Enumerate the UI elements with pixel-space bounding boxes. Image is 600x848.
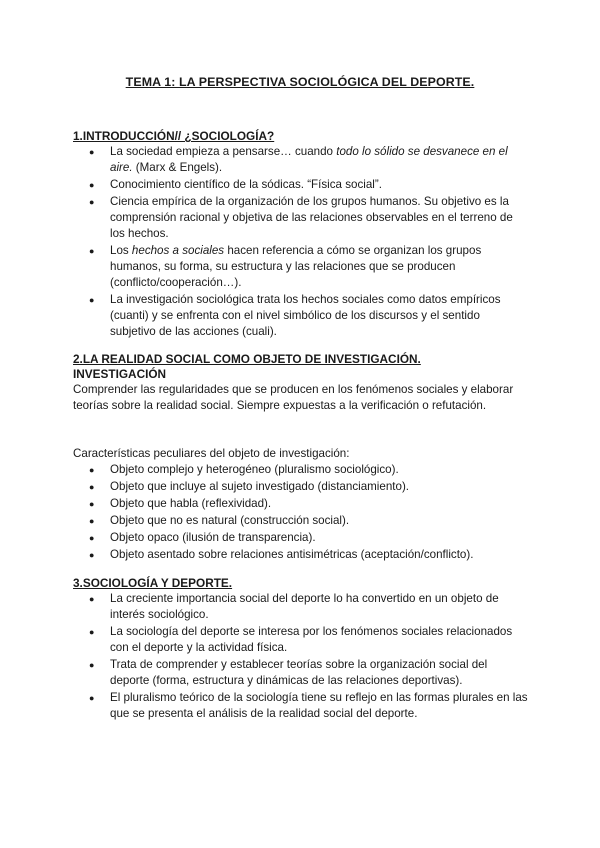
- section-1-list: [88, 144, 528, 341]
- bullet-icon: ●: [89, 533, 95, 543]
- bullet-icon: ●: [89, 295, 95, 305]
- section-1-heading: [73, 128, 533, 144]
- bullet-icon: ●: [89, 499, 95, 509]
- list-item: ● La creciente importancia social del deporte lo ha convertido en un objeto de interés sociológico.: [89, 592, 499, 621]
- list-item: ● Conocimiento científico de la sódicas. “Física social”.: [89, 178, 382, 191]
- section-3-heading-text: 3.SOCIOLOGÍA Y DEPORTE.: [73, 576, 233, 590]
- list-item: ● Objeto complejo y heterogéneo (pluralismo sociológico).: [89, 463, 399, 476]
- section-3-heading: [73, 575, 533, 591]
- bullet-icon: ●: [89, 693, 95, 703]
- section-2-list: [88, 462, 528, 564]
- bullet-icon: ●: [89, 180, 95, 190]
- list-item: ● Objeto que habla (reflexividad).: [89, 497, 272, 510]
- bullet-icon: ●: [89, 627, 95, 637]
- bullet-icon: ●: [89, 147, 95, 157]
- section-2-heading: [73, 351, 533, 367]
- section-2-paragraph: Comprender las regularidades que se producen en los fenómenos sociales y elaborar teorías sobre la realidad social. Siempre expuestas a la verificación o refutación.: [73, 383, 514, 412]
- section-2-subheading: INVESTIGACIÓN: [73, 367, 167, 381]
- section-1-heading-text: 1.INTRODUCCIÓN// ¿SOCIOLOGÍA?: [73, 129, 275, 143]
- document-title: TEMA 1: LA PERSPECTIVA SOCIOLÓGICA DEL DEPORTE.: [125, 75, 475, 89]
- bullet-icon: ●: [89, 197, 95, 207]
- list-item: ● Objeto que incluye al sujeto investigado (distanciamiento).: [89, 480, 410, 493]
- list-item: ● Objeto que no es natural (construcción social).: [89, 514, 350, 527]
- list-item: ● La sociedad empieza a pensarse… cuando todo lo sólido se desvanece en el aire. (Marx & Engels).: [89, 145, 508, 174]
- section-2-intro: Características peculiares del objeto de investigación:: [73, 447, 350, 460]
- bullet-icon: ●: [89, 550, 95, 560]
- list-item: ● Objeto asentado sobre relaciones antisimétricas (aceptación/conflicto).: [89, 548, 474, 561]
- bullet-icon: ●: [89, 465, 95, 475]
- list-item: ● La investigación sociológica trata los hechos sociales como datos empíricos (cuanti) y se enfrenta con el nivel simbólico de los discursos y el sentido subjetivo de las acciones (cuali).: [89, 293, 501, 338]
- section-2-heading-text: 2.LA REALIDAD SOCIAL COMO OBJETO DE INVESTIGACIÓN.: [73, 352, 421, 366]
- bullet-icon: ●: [89, 594, 95, 604]
- bullet-icon: ●: [89, 246, 95, 256]
- list-item: ● Ciencia empírica de la organización de los grupos humanos. Su objetivo es la comprensión racional y objetiva de las relaciones observables en el terreno de los hechos.: [89, 195, 513, 240]
- list-item: ● La sociología del deporte se interesa por los fenómenos sociales relacionados con el deporte y la actividad física.: [89, 625, 513, 654]
- bullet-icon: ●: [89, 482, 95, 492]
- list-item: ● Objeto opaco (ilusión de transparencia).: [89, 531, 316, 544]
- section-3-list: [88, 591, 528, 723]
- list-item: ● El pluralismo teórico de la sociología tiene su reflejo en las formas plurales en las que se presenta el análisis de la realidad social del deporte.: [89, 691, 528, 720]
- list-item: ● Los hechos a sociales hacen referencia a cómo se organizan los grupos humanos, su forma, su estructura y las relaciones que se producen (conflicto/cooperación…).: [89, 244, 482, 289]
- list-item: ● Trata de comprender y establecer teorías sobre la organización social del deporte (forma, estructura y dinámicas de las relaciones deportivas).: [89, 658, 488, 687]
- bullet-icon: ●: [89, 660, 95, 670]
- bullet-icon: ●: [89, 516, 95, 526]
